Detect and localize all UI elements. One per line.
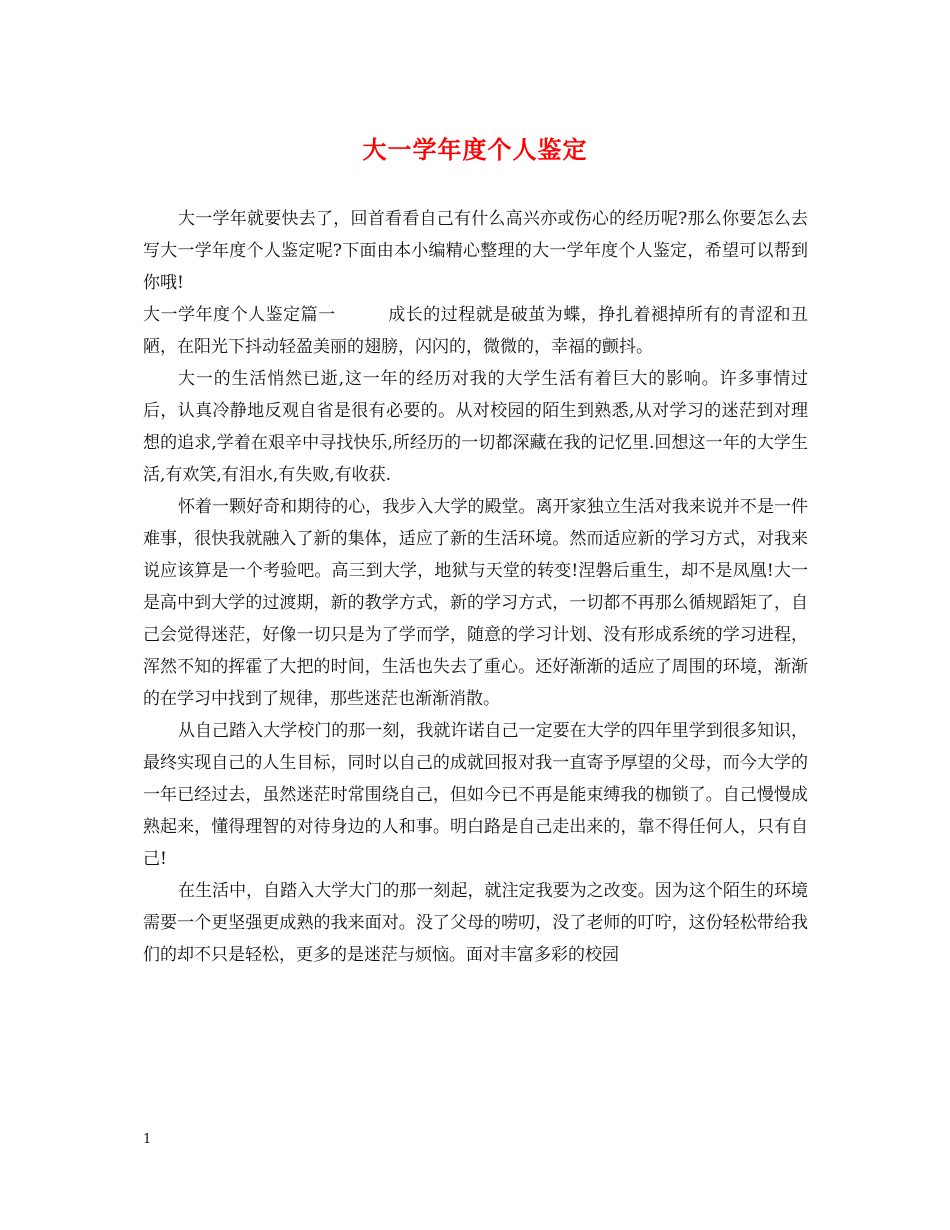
paragraph-intro: 大一学年就要快去了，回首看看自己有什么高兴亦或伤心的经历呢?那么你要怎么去写大一学年度个人鉴定呢?下面由本小编精心整理的大一学年度个人鉴定，希望可以帮到你哦!	[143, 209, 808, 293]
page-number: 1	[143, 1132, 152, 1147]
document-title: 大一学年度个人鉴定	[362, 135, 588, 164]
document-body	[143, 203, 808, 971]
paragraph-body: 怀着一颗好奇和期待的心，我步入大学的殿堂。离开家独立生活对我来说并不是一件难事，很快我就融入了新的集体，适应了新的生活环境。然而适应新的学习方式，对我来说应该算是一个考验吧。高三到大学，地狱与天堂的转变!涅磐后重生，却不是凤凰!大一是高中到大学的过渡期，新的教学方式，新的学习方式，一切都不再那么循规蹈矩了，自己会觉得迷茫，好像一切只是为了学而学，随意的学习计划、没有形成系统的学习进程，浑然不知的挥霍了大把的时间，生活也失去了重心。还好渐渐的适应了周围的环境，渐渐的在学习中找到了规律，那些迷茫也渐渐消散。	[143, 497, 808, 709]
paragraph-body: 在生活中，自踏入大学大门的那一刻起，就注定我要为之改变。因为这个陌生的环境需要一个更坚强更成熟的我来面对。没了父母的唠叨，没了老师的叮咛，这份轻松带给我们的却不只是轻松，更多的是迷茫与烦恼。面对丰富多彩的校园	[143, 881, 808, 965]
paragraph-body: 从自己踏入大学校门的那一刻，我就许诺自己一定要在大学的四年里学到很多知识，最终实现自己的人生目标，同时以自己的成就回报对我一直寄予厚望的父母，而今大学的一年已经过去，虽然迷茫时常围绕自己，但如今已不再是能束缚我的枷锁了。自己慢慢成熟起来，懂得理智的对待身边的人和事。明白路是自己走出来的，靠不得任何人，只有自己!	[143, 721, 808, 869]
paragraph-body: 大一的生活悄然已逝,这一年的经历对我的大学生活有着巨大的影响。许多事情过后，认真冷静地反观自省是很有必要的。从对校园的陌生到熟悉,从对学习的迷茫到对理想的追求,学着在艰辛中寻找快乐,所经历的一切都深藏在我的记忆里.回想这一年的大学生活,有欢笑,有泪水,有失败,有收获.	[143, 369, 808, 485]
paragraph-section-heading: 大一学年度个人鉴定篇一 成长的过程就是破茧为蝶，挣扎着褪掉所有的青涩和丑陋，在阳光下抖动轻盈美丽的翅膀，闪闪的，微微的，幸福的颤抖。	[143, 305, 808, 357]
